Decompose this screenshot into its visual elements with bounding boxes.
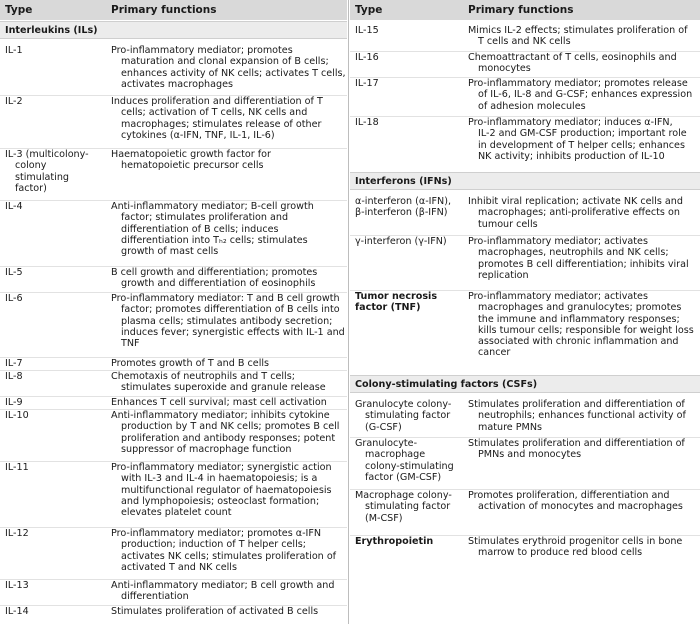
cytokine-type: IL-2 xyxy=(5,96,23,107)
table-row xyxy=(350,290,700,359)
cytokine-functions: Anti-inflammatory mediator; B-cell growth factor; stimulates proliferation and differentiation of B cells; induces differentiation into Tₕ₂ cells; stimulates growth of mast cells xyxy=(111,201,314,258)
cytokine-functions: Anti-inflammatory mediator; B cell growth and differentiation xyxy=(111,580,335,603)
cytokine-functions: Chemoattractant of T cells, eosinophils and monocytes xyxy=(468,52,677,75)
cytokine-functions: Stimulates proliferation and differentiation of neutrophils; enhances functional activity of mature PMNs xyxy=(468,399,686,433)
cytokine-type: IL-16 xyxy=(355,52,379,63)
cytokine-type: γ-interferon (γ-IFN) xyxy=(355,236,447,247)
cytokine-functions: Pro-inflammatory mediator; activates macrophages and granulocytes; promotes the immune and inflammatory responses; kills tumour cells; responsible for weight loss associated with chronic inflammation and cancer xyxy=(468,291,694,359)
cytokine-type: α-interferon (α-IFN), β-interferon (β-IFN) xyxy=(355,196,451,219)
table-row xyxy=(350,235,700,281)
table-row xyxy=(0,95,347,141)
cytokine-type: IL-10 xyxy=(5,410,29,421)
table-row xyxy=(0,148,347,194)
cytokine-functions: Promotes proliferation, differentiation and activation of monocytes and macrophages xyxy=(468,490,683,513)
cytokine-functions: Stimulates proliferation of activated B cells xyxy=(111,606,319,617)
table-row xyxy=(0,409,347,455)
cytokine-type: IL-18 xyxy=(355,117,379,128)
table-row xyxy=(0,357,347,369)
cytokine-type: IL-1 xyxy=(5,45,23,56)
cytokine-functions: Pro-inflammatory mediator; synergistic action with IL-3 and IL-4 in haematopoiesis; is a multifunctional regulator of haematopoiesis and lymphopoiesis; osteoclast formation; elevates platelet count xyxy=(111,462,332,519)
table-row xyxy=(0,292,347,350)
table-row xyxy=(0,461,347,519)
table-row xyxy=(0,527,347,573)
cytokine-type: IL-13 xyxy=(5,580,29,591)
cytokine-functions: Chemotaxis of neutrophils and T cells; stimulates superoxide and granule release xyxy=(111,371,326,394)
table-row xyxy=(0,370,347,394)
cytokine-functions: Stimulates proliferation and differentiation of PMNs and monocytes xyxy=(468,438,685,461)
cytokine-functions: Pro-inflammatory mediator: T and B cell growth factor; promotes differentiation of B cells into plasma cells; stimulates antibody secretion; induces fever; synergistic effects with IL-1 and TNF xyxy=(111,293,345,350)
cytokine-type: IL-12 xyxy=(5,528,29,539)
cytokine-functions: Pro-inflammatory mediator; promotes α-IFN production; induction of T helper cells; activates NK cells; stimulates proliferation of activated T and NK cells xyxy=(111,528,337,573)
table-row xyxy=(350,437,700,483)
cytokine-type: Macrophage colony- stimulating factor (M-CSF) xyxy=(355,490,452,524)
table-row xyxy=(350,116,700,162)
cytokine-functions: Promotes growth of T and B cells xyxy=(111,358,270,369)
cytokine-functions: Haematopoietic growth factor for hematopoietic precursor cells xyxy=(111,149,271,172)
table-header xyxy=(350,0,700,20)
section-interleukins: Interleukins (ILs) xyxy=(0,21,347,39)
table-row xyxy=(0,266,347,290)
cytokine-type: IL-9 xyxy=(5,397,23,408)
cytokine-type: Granulocyte- macrophage colony-stimulating factor (GM-CSF) xyxy=(355,438,454,483)
cytokine-type: IL-11 xyxy=(5,462,29,473)
cytokine-type: IL-14 xyxy=(5,606,29,617)
header-type: Type xyxy=(355,4,383,16)
cytokine-functions: Pro-inflammatory mediator; promotes maturation and clonal expansion of B cells; enhances activity of NK cells; activates T cells, activates macrophages xyxy=(111,45,346,90)
cytokine-type: IL-15 xyxy=(355,25,379,36)
cytokine-type: Granulocyte colony- stimulating factor (G-CSF) xyxy=(355,399,452,433)
table-row xyxy=(350,51,700,75)
header-functions: Primary functions xyxy=(468,4,574,16)
table-row xyxy=(350,535,700,559)
table-row xyxy=(0,605,347,617)
cytokine-functions: Pro-inflammatory mediator; induces α-IFN, IL-2 and GM-CSF production; important role in development of T helper cells; enhances NK activity; inhibits production of IL-10 xyxy=(468,117,687,162)
table-row xyxy=(350,77,700,112)
cytokine-functions: Anti-inflammatory mediator; inhibits cytokine production by T and NK cells; promotes B cell proliferation and antibody responses; potent suppressor of macrophage function xyxy=(111,410,340,455)
cytokine-functions: B cell growth and differentiation; promotes growth and differentiation of eosinophils xyxy=(111,267,318,290)
cytokine-functions: Inhibit viral replication; activate NK cells and macrophages; anti-proliferative effects on tumour cells xyxy=(468,196,683,230)
cytokine-functions: Pro-inflammatory mediator; activates macrophages, neutrophils and NK cells; promotes B cell differentiation; inhibits viral replication xyxy=(468,236,689,281)
table-row xyxy=(0,396,347,408)
section-csf: Colony-stimulating factors (CSFs) xyxy=(350,375,700,393)
cytokine-type: IL-17 xyxy=(355,78,379,89)
cytokine-type: IL-5 xyxy=(5,267,23,278)
cytokine-functions: Mimics IL-2 effects; stimulates proliferation of T cells and NK cells xyxy=(468,25,688,48)
cytokine-type: Tumor necrosis factor (TNF) xyxy=(355,291,438,314)
cytokine-type: IL-8 xyxy=(5,371,23,382)
cytokine-type: IL-3 (multicolony- colony stimulating factor) xyxy=(5,149,89,194)
cytokine-type: IL-7 xyxy=(5,358,23,369)
table-row xyxy=(0,579,347,603)
header-type: Type xyxy=(5,4,33,16)
cytokine-functions: Induces proliferation and differentiation of T cells; activation of T cells, NK cells and macrophages; stimulates release of other cytokines (α-IFN, TNF, IL-1, IL-6) xyxy=(111,96,323,141)
table-row xyxy=(350,489,700,524)
section-interferons: Interferons (IFNs) xyxy=(350,172,700,190)
table-row xyxy=(0,200,347,258)
cytokine-functions: Enhances T cell survival; mast cell activation xyxy=(111,397,327,408)
cytokine-type: IL-6 xyxy=(5,293,23,304)
cytokine-functions: Pro-inflammatory mediator; promotes release of IL-6, IL-8 and G-CSF; enhances expression of adhesion molecules xyxy=(468,78,693,112)
cytokine-type: Erythropoietin xyxy=(355,536,434,547)
cytokine-functions: Stimulates erythroid progenitor cells in bone marrow to produce red blood cells xyxy=(468,536,683,559)
header-functions: Primary functions xyxy=(111,4,217,16)
cytokine-type: IL-4 xyxy=(5,201,23,212)
table-header xyxy=(0,0,347,20)
